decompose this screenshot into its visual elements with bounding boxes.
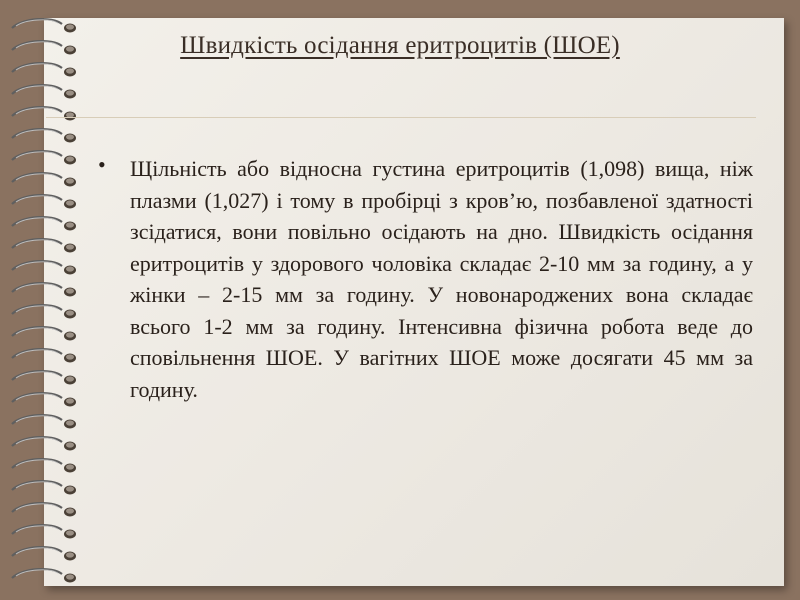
spiral-binding-icon: [0, 0, 90, 600]
bullet-paragraph: Щільність або відносна густина еритроцитів (1,098) вища, ніж плазми (1,027) і тому в пробірці з кров’ю, позбавленої здатності зсідатися, вони повільно осідають на дно. Швидкість осідання еритроцитів у здорового чоловіка складає 2-10 мм за годину, а у жінки – 2-15 мм за годину. У новонароджених вона складає всього 1-2 мм за годину. Інтенсивна фізична робота веде до сповільнення ШОЕ. У вагітних ШОЕ може досягати 45 мм за годину.: [130, 156, 753, 402]
title-divider: [46, 117, 756, 118]
slide-title: Швидкість осідання еритроцитів (ШОЕ): [180, 32, 620, 59]
bullet-marker: •: [98, 152, 106, 177]
bullet-list: [100, 153, 753, 405]
